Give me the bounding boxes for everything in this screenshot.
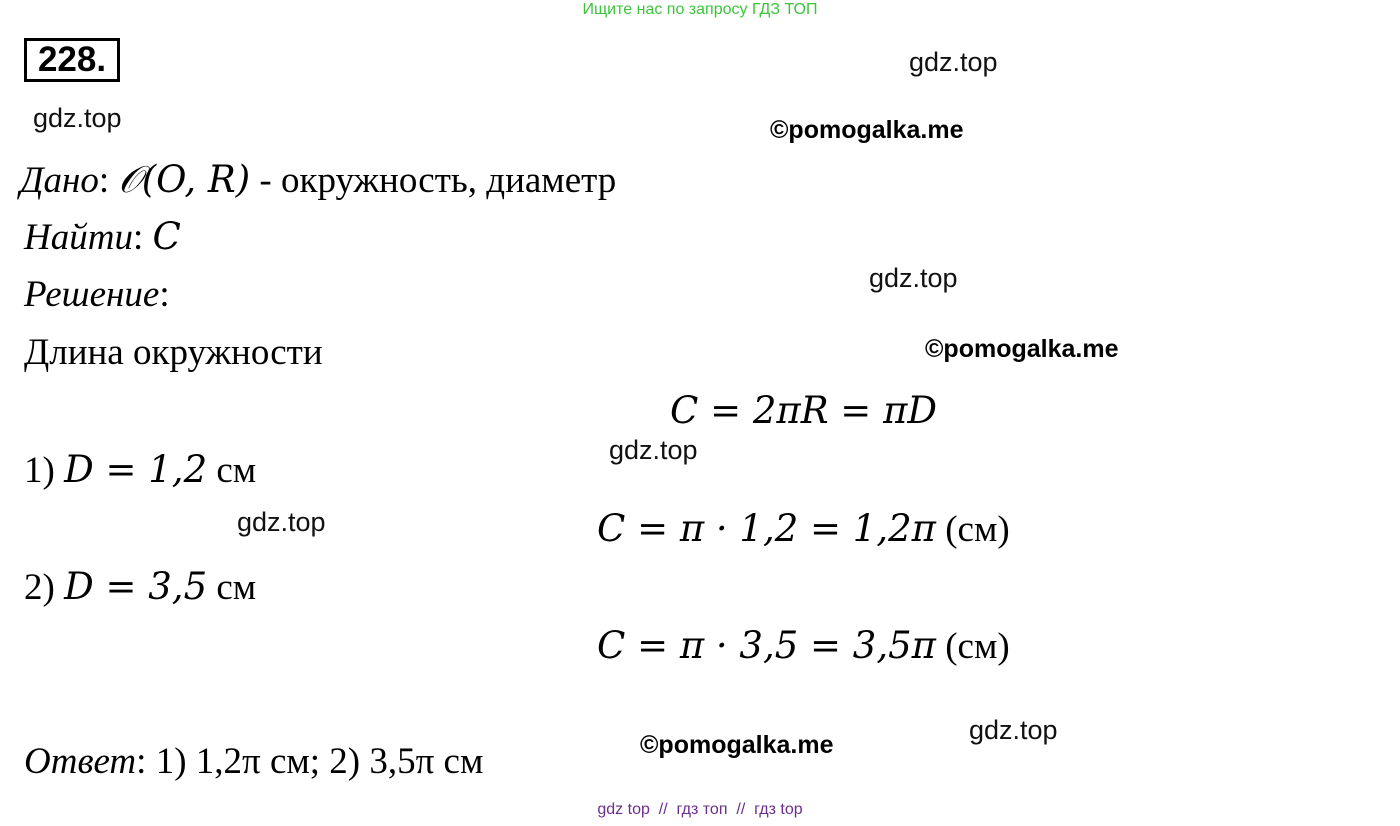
case-2-result: [597, 626, 1010, 667]
top-banner: Ищите нас по запросу ГДЗ ТОП: [582, 1, 818, 18]
find-line: [24, 217, 181, 258]
answer-colon: :: [136, 741, 147, 782]
solution-colon: :: [159, 274, 170, 315]
watermark-gdz: gdz.top: [909, 47, 998, 77]
case-result-unit: (см): [935, 626, 1010, 667]
given-label: Дано: [20, 160, 99, 201]
watermark-gdz: gdz.top: [33, 103, 122, 133]
watermark-pomogalka: ©pomogalka.me: [925, 335, 1119, 363]
case-result-math: C = π · 3,5 = 3,5π: [597, 624, 936, 667]
answer-text: 1) 1,2π см; 2) 3,5π см: [146, 741, 484, 782]
solution-line: [24, 275, 170, 315]
watermark-gdz: gdz.top: [969, 715, 1058, 745]
solution-label: Решение: [24, 274, 160, 315]
case-unit: см: [207, 567, 257, 608]
case-number: 2): [24, 567, 65, 608]
answer-line: [24, 742, 483, 782]
case-condition-math: D = 3,5: [64, 565, 208, 608]
circumference-label: Длина окружности: [24, 332, 323, 373]
find-label: Найти: [24, 217, 133, 258]
given-line: [20, 160, 616, 201]
problem-number: 228.: [24, 38, 120, 82]
find-math: C: [152, 215, 181, 258]
case-result-unit: (см): [935, 509, 1010, 550]
watermark-pomogalka: ©pomogalka.me: [770, 116, 964, 144]
circumference-formula: C = 2πR = πD: [670, 389, 938, 432]
case-result-math: C = π · 1,2 = 1,2π: [597, 507, 936, 550]
answer-label: Ответ: [24, 741, 137, 782]
watermark-gdz: gdz.top: [609, 435, 698, 465]
watermark-gdz: gdz.top: [237, 507, 326, 537]
case-unit: см: [207, 450, 257, 491]
case-1-condition: [24, 450, 256, 491]
case-number: 1): [24, 450, 65, 491]
find-colon: :: [132, 217, 144, 258]
given-math: 𝒪(O, R): [118, 158, 251, 201]
footer-links: gdz top // гдз топ // гдз top: [597, 801, 803, 818]
watermark-pomogalka: ©pomogalka.me: [640, 731, 834, 759]
given-text: - окружность, диаметр: [250, 160, 617, 201]
given-colon: :: [98, 160, 110, 201]
watermark-gdz: gdz.top: [869, 263, 958, 293]
case-2-condition: [24, 567, 256, 608]
case-condition-math: D = 1,2: [64, 448, 208, 491]
case-1-result: [597, 509, 1010, 550]
